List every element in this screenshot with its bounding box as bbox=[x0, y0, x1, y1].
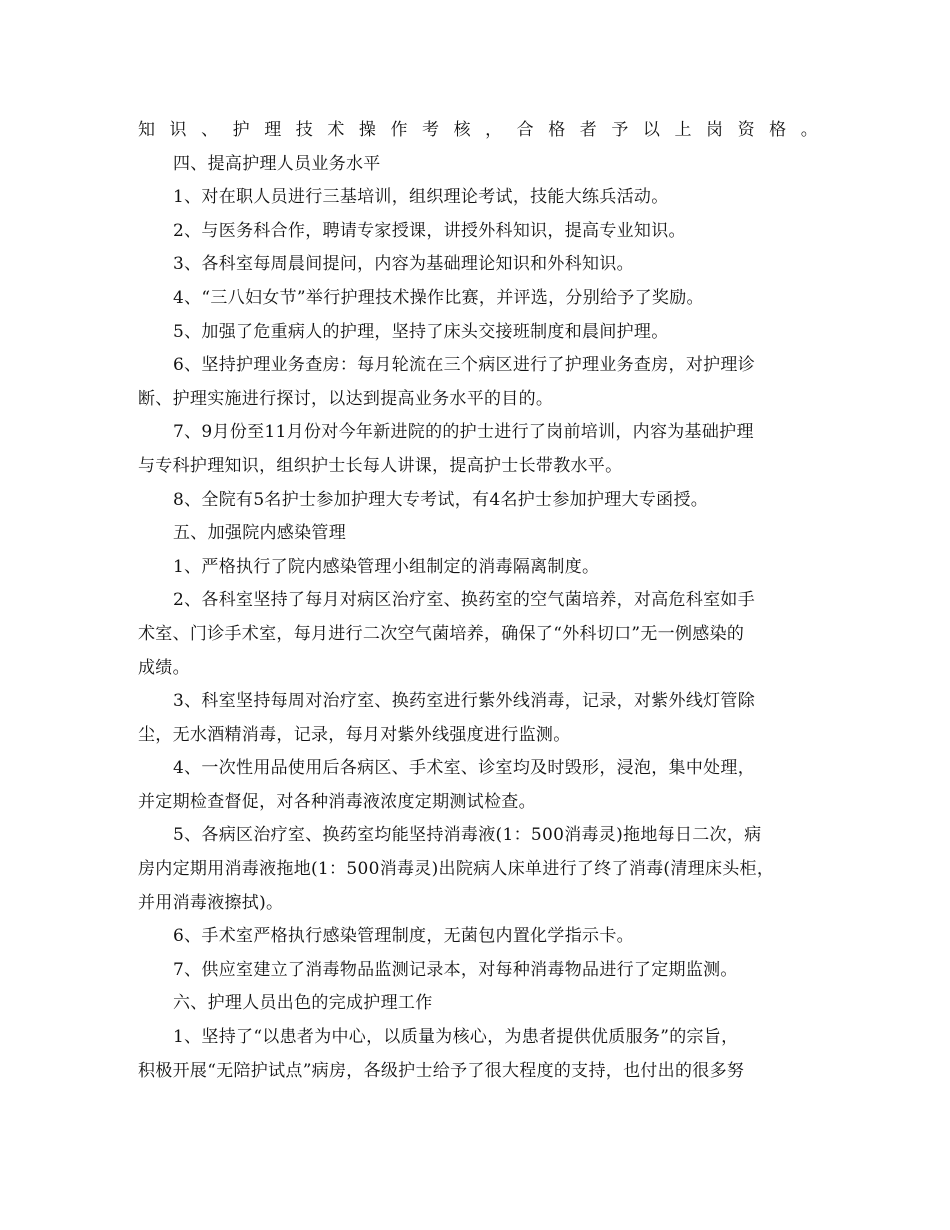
paragraph-line: 1、坚持了“以患者为中心，以质量为核心，为患者提供优质服务”的宗旨， bbox=[173, 1027, 739, 1048]
document-body bbox=[138, 114, 818, 1088]
paragraph-line: 3、各科室每周晨间提问，内容为基础理论知识和外科知识。 bbox=[173, 254, 634, 275]
paragraph-line: 5、加强了危重病人的护理，坚持了床头交接班制度和晨间护理。 bbox=[173, 321, 669, 342]
paragraph-line: 并用消毒液擦拭)。 bbox=[138, 892, 284, 913]
section-heading: 六、护理人员出色的完成护理工作 bbox=[173, 993, 433, 1014]
paragraph-line: 与专科护理知识，组织护士长每人讲课，提高护士长带教水平。 bbox=[138, 455, 623, 476]
paragraph-line: 成绩。 bbox=[138, 657, 190, 678]
paragraph-line: 6、坚持护理业务查房：每月轮流在三个病区进行了护理业务查房，对护理诊 bbox=[173, 355, 756, 376]
paragraph-line: 断、护理实施进行探讨，以达到提高业务水平的目的。 bbox=[138, 388, 554, 409]
paragraph-line: 知识、护理技术操作考核，合格者予以上岗资格。 bbox=[138, 120, 818, 140]
paragraph-line: 8、全院有5名护士参加护理大专考试，有4名护士参加护理大专函授。 bbox=[173, 489, 709, 510]
paragraph-line: 4、“三八妇女节”举行护理技术操作比赛，并评选，分别给予了奖励。 bbox=[173, 287, 704, 308]
section-heading: 四、提高护理人员业务水平 bbox=[173, 153, 381, 174]
paragraph-line: 尘，无水酒精消毒，记录，每月对紫外线强度进行监测。 bbox=[138, 724, 571, 745]
paragraph-line: 3、科室坚持每周对治疗室、换药室进行紫外线消毒，记录，对紫外线灯管除 bbox=[173, 691, 756, 712]
paragraph-line: 6、手术室严格执行感染管理制度，无菌包内置化学指示卡。 bbox=[173, 926, 634, 947]
paragraph-line: 2、各科室坚持了每月对病区治疗室、换药室的空气菌培养，对高危科室如手 bbox=[173, 590, 756, 611]
paragraph-line: 1、对在职人员进行三基培训，组织理论考试，技能大练兵活动。 bbox=[173, 187, 669, 208]
paragraph-line: 术室、门诊手术室，每月进行二次空气菌培养，确保了“外科切口”无一例感染的 bbox=[138, 623, 745, 644]
paragraph-line: 5、各病区治疗室、换药室均能坚持消毒液(1：500消毒灵)拖地每日二次，病 bbox=[173, 825, 762, 846]
paragraph-line: 1、严格执行了院内感染管理小组制定的消毒隔离制度。 bbox=[173, 556, 600, 577]
paragraph-line: 7、9月份至11月份对今年新进院的的护士进行了岗前培训，内容为基础护理 bbox=[173, 422, 754, 443]
paragraph-line: 并定期检查督促，对各种消毒液浓度定期测试检查。 bbox=[138, 791, 536, 812]
paragraph-line: 房内定期用消毒液拖地(1：500消毒灵)出院病人床单进行了终了消毒(清理床头柜， bbox=[138, 859, 775, 880]
paragraph-line: 4、一次性用品使用后各病区、手术室、诊室均及时毁形，浸泡，集中处理， bbox=[173, 758, 756, 779]
paragraph-line: 2、与医务科合作，聘请专家授课，讲授外科知识，提高专业知识。 bbox=[173, 220, 686, 241]
paragraph-line: 积极开展“无陪护试点”病房，各级护士给予了很大程度的支持，也付出的很多努 bbox=[138, 1060, 745, 1081]
section-heading: 五、加强院内感染管理 bbox=[173, 523, 346, 544]
paragraph-line: 7、供应室建立了消毒物品监测记录本，对每种消毒物品进行了定期监测。 bbox=[173, 959, 738, 980]
